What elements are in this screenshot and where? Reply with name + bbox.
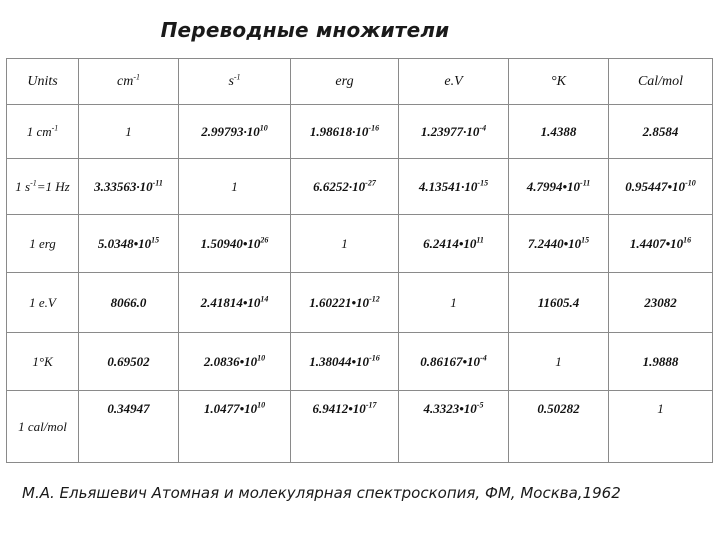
- table-cell: 0.34947: [79, 391, 179, 463]
- table-cell: 1: [609, 391, 713, 463]
- table-cell: $4.13541\cdot 10^{-15}$: [399, 159, 509, 215]
- table-cell: $6.2414•10^{11}$: [399, 215, 509, 273]
- row-header: 1°K: [7, 333, 79, 391]
- table-cell: 23082: [609, 273, 713, 333]
- row-header: 1 erg: [7, 215, 79, 273]
- table-cell: 1: [179, 159, 291, 215]
- table-cell: $7.2440•10^{15}$: [509, 215, 609, 273]
- table-row: [7, 391, 713, 463]
- column-header-cm-1: $cm^{-1}$: [79, 59, 179, 105]
- table-cell: 1: [399, 273, 509, 333]
- conversion-table: [6, 58, 713, 463]
- table-cell: $1.98618\cdot 10^{-16}$: [291, 105, 399, 159]
- table-cell: $6.9412•10^{-17}$: [291, 391, 399, 463]
- table-cell: $0.86167•10^{-4}$: [399, 333, 509, 391]
- table-cell: 1.4388: [509, 105, 609, 159]
- table-row: [7, 273, 713, 333]
- column-header-cal-mol: Cal/mol: [609, 59, 713, 105]
- table-cell: 1: [291, 215, 399, 273]
- table-cell: 1: [79, 105, 179, 159]
- table-row: [7, 333, 713, 391]
- table-cell: $0.95447•10^{-10}$: [609, 159, 713, 215]
- table-cell: $1.50940•10^{26}$: [179, 215, 291, 273]
- table-cell: $1.4407•10^{16}$: [609, 215, 713, 273]
- table-cell: $3.33563\cdot 10^{-11}$: [79, 159, 179, 215]
- table-cell: $2.41814•10^{14}$: [179, 273, 291, 333]
- column-header-s-1: $s^{-1}$: [179, 59, 291, 105]
- table-cell: $1.38044•10^{-16}$: [291, 333, 399, 391]
- table-cell: $6.6252\cdot 10^{-27}$: [291, 159, 399, 215]
- table-row: [7, 105, 713, 159]
- table-cell: $1.0477•10^{10}$: [179, 391, 291, 463]
- row-header: 1 cal/mol: [7, 391, 79, 463]
- source-citation: М.А. Ельяшевич Атомная и молекулярная спектроскопия, ФМ, Москва,1962: [22, 484, 621, 502]
- table-cell: 1.9888: [609, 333, 713, 391]
- table-cell: 11605.4: [509, 273, 609, 333]
- header-row: [7, 59, 713, 105]
- table-cell: $5.0348•10^{15}$: [79, 215, 179, 273]
- table-cell: 2.8584: [609, 105, 713, 159]
- table-cell: 1: [509, 333, 609, 391]
- table-cell: 8066.0: [79, 273, 179, 333]
- column-header-ev: e.V: [399, 59, 509, 105]
- column-header-erg: erg: [291, 59, 399, 105]
- row-header: 1 $s^{-1}=1$ Hz: [7, 159, 79, 215]
- table-cell: $1.60221•10^{-12}$: [291, 273, 399, 333]
- table-cell: $2.99793\cdot 10^{10}$: [179, 105, 291, 159]
- table-row: [7, 159, 713, 215]
- table-row: [7, 215, 713, 273]
- page-title: Переводные множители: [160, 18, 450, 42]
- row-header: 1 $cm^{-1}$: [7, 105, 79, 159]
- table-cell: $4.7994•10^{-11}$: [509, 159, 609, 215]
- table-cell: $2.0836•10^{10}$: [179, 333, 291, 391]
- column-header-units: Units: [7, 59, 79, 105]
- column-header-kelvin: °K: [509, 59, 609, 105]
- table-cell: 0.69502: [79, 333, 179, 391]
- table-cell: $4.3323•10^{-5}$: [399, 391, 509, 463]
- row-header: 1 e.V: [7, 273, 79, 333]
- table-cell: $1.23977\cdot 10^{-4}$: [399, 105, 509, 159]
- table-cell: 0.50282: [509, 391, 609, 463]
